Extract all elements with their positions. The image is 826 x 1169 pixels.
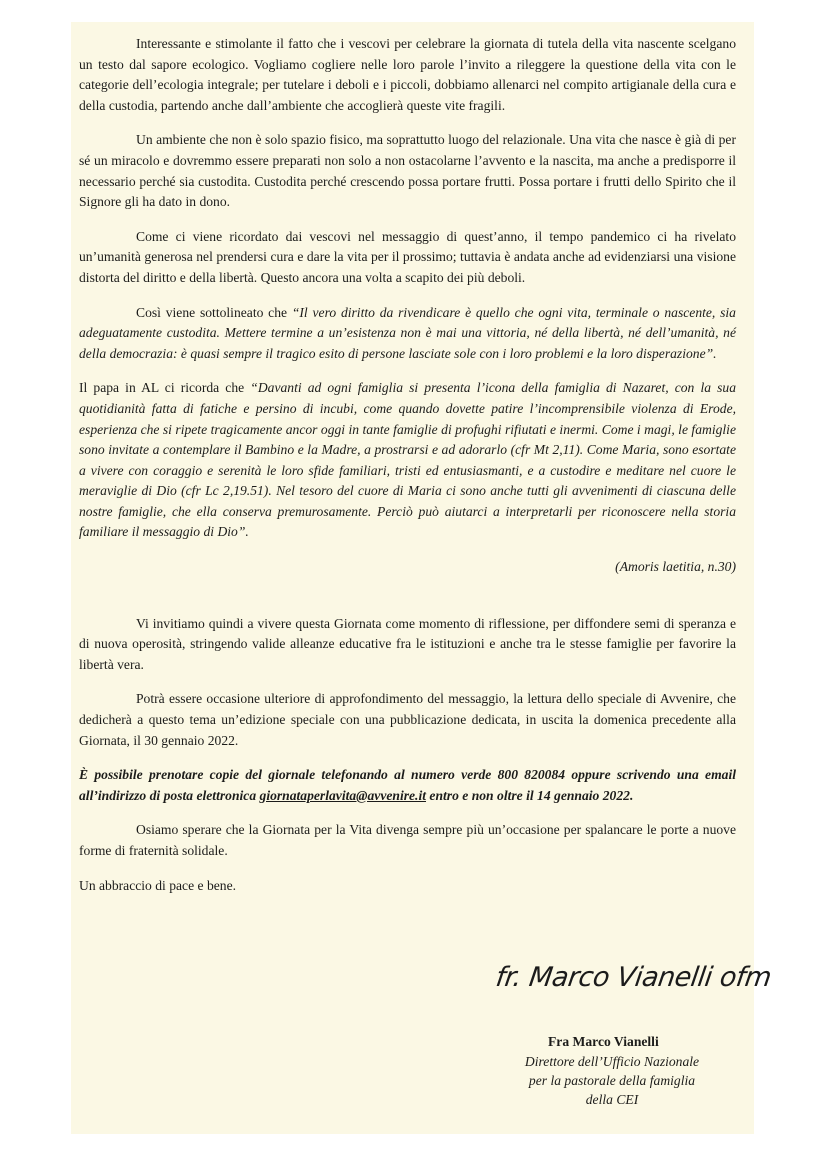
paragraph-4 — [79, 303, 736, 365]
handwritten-signature — [493, 962, 774, 993]
email-link[interactable]: giornataperlavita@avvenire.it — [259, 787, 427, 803]
letter-body — [79, 34, 736, 910]
paragraph-5 — [79, 378, 736, 543]
paragraph-2: Un ambiente che non è solo spazio fisico, ma soprattutto luogo del relazionale. Una vita che nasce è già di per sé un miracolo e dovremmo essere preparati non solo a non ostacolarne l’avvento e la nascita, ma anche a predisporre il necessario perché sia custodita. Custodita perché crescendo possa portare frutti. Possa portare i frutti dello Spirito che il Signore gli ha dato in dono. — [79, 132, 736, 210]
paragraph-3: Come ci viene ricordato dai vescovi nel messaggio di quest’anno, il tempo pandemico ci ha rivelato un’umanità generosa nel prendersi cura e dare la vita per il prossimo; tuttavia è andata anche ad evidenziarsi una visione distorta del diritto e della libertà. Questo ancora una volta a scapito dei più deboli. — [79, 228, 736, 285]
paragraph-6: Vi invitiamo quindi a vivere questa Giornata come momento di riflessione, per diffondere semi di speranza e di nuova operosità, stringendo valide alleanze educative fra le istituzioni e anche tra le stesse famiglie per favorire la libertà vera. — [79, 615, 736, 672]
citation: (Amoris laetitia, n.30) — [615, 559, 736, 575]
paragraph-1: Interessante e stimolante il fatto che i vescovi per celebrare la giornata di tutela della vita nascente scelgano un testo dal sapore ecologico. Vogliamo cogliere nelle loro parole l’invito a rileggere la questione della vita con le categorie dell’ecologia integrale; per tutelare i deboli e i piccoli, dobbiamo allenarci nel compito artigianale della cura e della custodia, partendo anche dall’ambiente che accoglierà queste vite fragili. — [79, 36, 736, 113]
signature-handwriting: fr. Marco Vianelli ofm — [493, 962, 774, 993]
paragraph-8 — [79, 765, 736, 806]
paragraph-9: Osiamo sperare che la Giornata per la Vita divenga sempre più un’occasione per spalancare le porte a nuove forme di fraternità solidale. — [79, 822, 736, 858]
paragraph-8-text-b: entro e non oltre il 14 gennaio 2022. — [426, 787, 634, 803]
paragraph-5-intro: Il papa in AL ci ricorda che — [79, 380, 251, 396]
paragraph-5-quote: “Davanti ad ogni famiglia si presenta l’icona della famiglia di Nazaret, con la sua quotidianità fatta di fatiche e persino di incubi, come quando dovette patire l’incomprensibile violenza di Erode, esperienza che si ripete tragicamente ancor oggi in tante famiglie di profughi rifiutati e inermi. Come i magi, le famiglie sono invitate a contemplare il Bambino e la Madre, a prostrarsi e ad adorarlo (cfr Mt 2,11). Come Maria, sono esortate a vivere con coraggio e serenità le loro sfide familiari, tristi ed entusiasmanti, e a custodire e meditare nel cuore le meraviglie di Dio (cfr Lc 2,19.51). Nel tesoro del cuore di Maria ci sono anche tutti gli avvenimenti di ciascuna delle nostre famiglie, che ella conserva premurosamente. Perciò può aiutarci a interpretarli per riconoscere nella storia familiare il messaggio di Dio”. — [79, 380, 737, 540]
signatory-name: Fra Marco Vianelli — [548, 1034, 659, 1049]
paragraph-8-text-a: È possibile prenotare copie del giornale telefonando al numero verde 800 820084 oppure scrivendo una email all’indirizzo di posta elettronica — [79, 767, 736, 803]
paragraph-7: Potrà essere occasione ulteriore di approfondimento del messaggio, la lettura dello speciale di Avvenire, che dedicherà a questo tema un’edizione speciale con una pubblicazione dedicata, in uscita la domenica precedente alla Giornata, il 30 gennaio 2022. — [79, 691, 736, 748]
signatory-role-line-3: della CEI — [585, 1092, 639, 1107]
signatory-role — [512, 1052, 712, 1109]
signatory-role-line-2: per la pastorale della famiglia — [528, 1073, 696, 1088]
signatory-role-line-1: Direttore dell’Ufficio Nazionale — [524, 1054, 700, 1069]
paragraph-10: Un abbraccio di pace e bene. — [79, 877, 236, 893]
paragraph-4-quote: “Il vero diritto da rivendicare è quello che ogni vita, terminale o nascente, sia adeguatamente custodita. Mettere termine a un’esistenza non è mai una vittoria, né della libertà, né dell’umanità, né della democrazia: è quasi sempre il tragico esito di persone lasciate sole con i loro problemi e la loro disperazione”. — [79, 304, 736, 361]
paragraph-4-intro: Così viene sottolineato che — [136, 304, 292, 320]
